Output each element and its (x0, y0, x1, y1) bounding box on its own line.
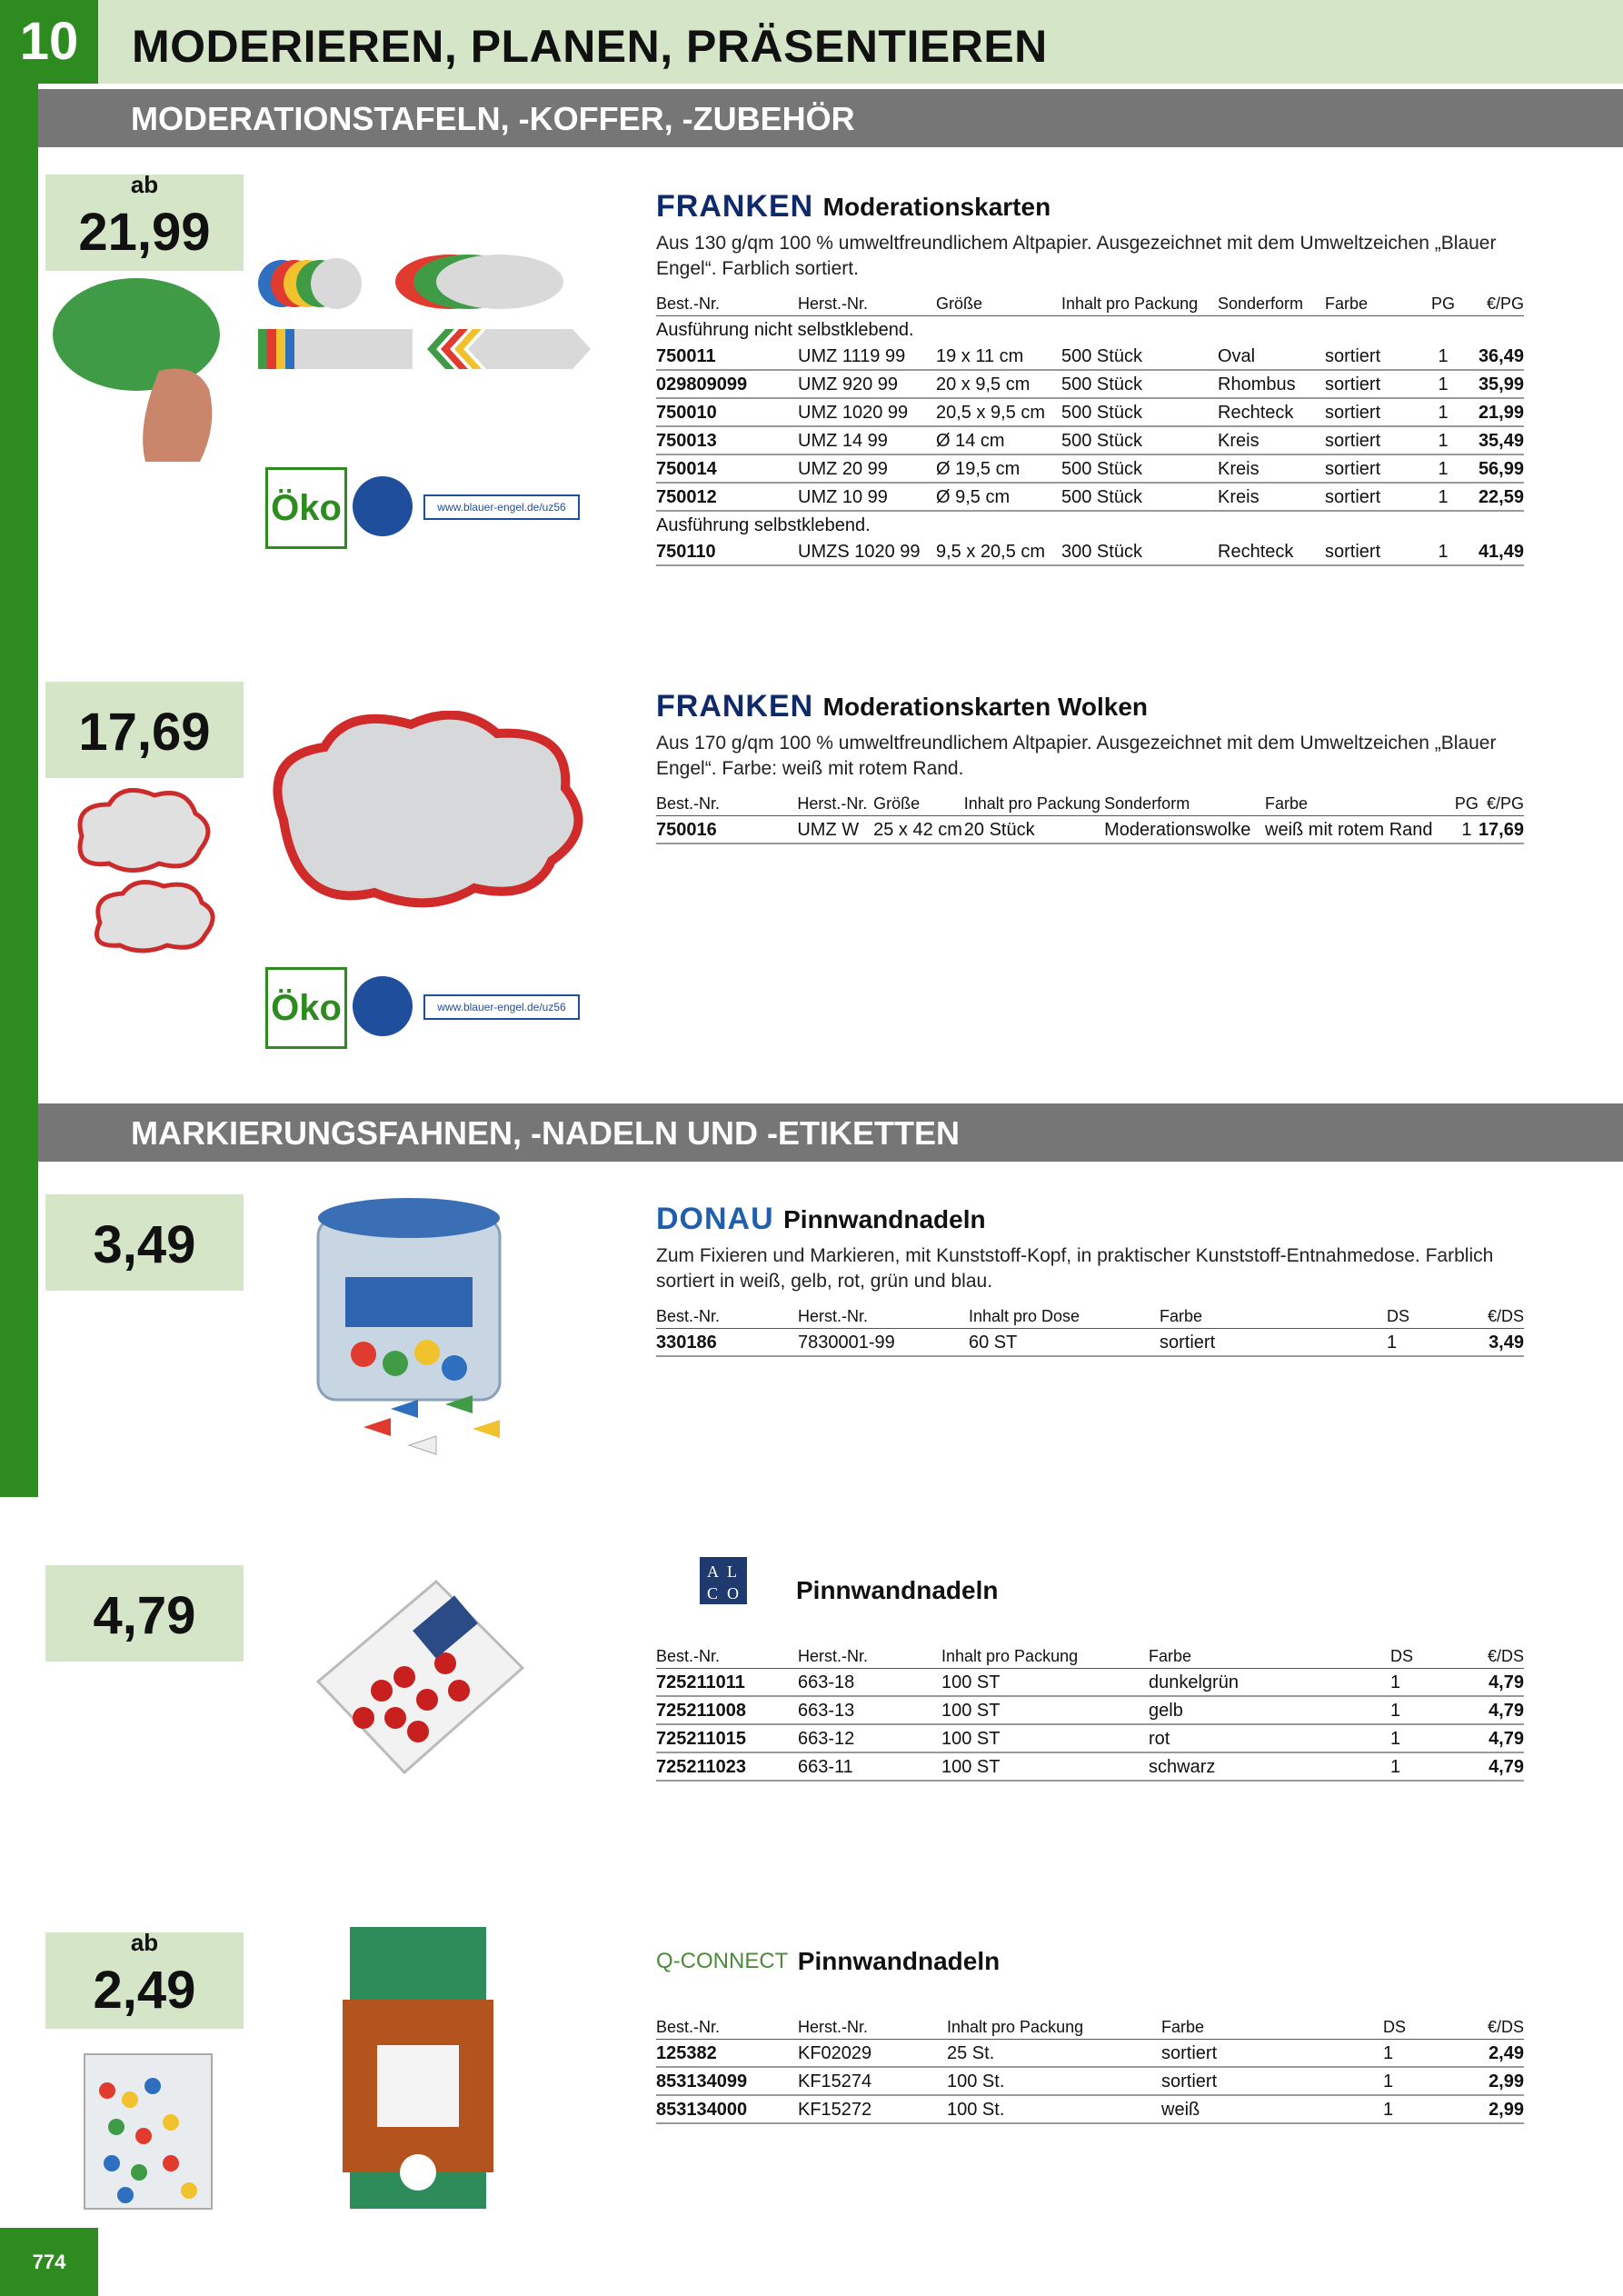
price-value: 2,49 (93, 1961, 196, 2020)
col-header: Herst.-Nr. (798, 1303, 969, 1329)
col-header: Best.-Nr. (656, 2014, 798, 2040)
oeko-label: Öko (265, 467, 347, 549)
product-name: Pinnwandnadeln (796, 1576, 999, 1604)
product-image-cloud-card (265, 711, 585, 911)
col-header: Herst.-Nr. (798, 2014, 947, 2040)
alco-letter: C (707, 1584, 719, 1602)
col-header: DS (1383, 2014, 1438, 2040)
product-table (656, 1643, 1524, 1782)
product-name: Moderationskarten (822, 192, 1051, 221)
col-header: Größe (936, 291, 1061, 316)
table-row: 330186 7830001-99 60 ST sortiert 1 3,49 (656, 1329, 1524, 1357)
col-header: €/DS (1441, 1303, 1524, 1329)
product-name: Moderationskarten Wolken (822, 692, 1148, 721)
col-header: Best.-Nr. (656, 291, 798, 316)
product-image-hand-card (50, 271, 232, 462)
col-header: Herst.-Nr. (797, 791, 873, 816)
section-header (38, 89, 1623, 147)
product-image-pin-box (309, 1191, 536, 1463)
product-block (656, 189, 1524, 566)
product-table (656, 1303, 1524, 1357)
product-table (656, 791, 1524, 844)
eco-url: www.blauer-engel.de/uz56 (423, 994, 580, 1020)
price-prefix: ab (130, 1929, 159, 1956)
brand-logo: Q-CONNECT (656, 1949, 789, 1973)
section-title: MODERATIONSTAFELN, -KOFFER, -ZUBEHÖR (131, 100, 855, 137)
blauer-engel-icon (353, 476, 413, 536)
table-row: 725211015 663-12 100 ST rot 1 4,79 (656, 1724, 1524, 1752)
col-header: Inhalt pro Packung (947, 2014, 1161, 2040)
col-header: DS (1387, 1303, 1441, 1329)
table-note: Ausführung selbstklebend. (656, 515, 871, 535)
table-row: 725211011 663-18 100 ST dunkelgrün 1 4,79 (656, 1669, 1524, 1697)
col-header: PG (1455, 791, 1479, 816)
col-header: Best.-Nr. (656, 1303, 798, 1329)
table-row: 750016 UMZ W 25 x 42 cm 20 Stück Moderationswolke weiß mit rotem Rand 1 17,69 (656, 816, 1524, 844)
eco-label-group (265, 967, 592, 1047)
oeko-label: Öko (265, 967, 347, 1049)
product-block (656, 689, 1524, 844)
col-header: €/DS (1445, 1643, 1524, 1669)
alco-letter: O (727, 1584, 739, 1602)
product-image-card-shapes (254, 255, 591, 382)
col-header: Farbe (1149, 1643, 1390, 1669)
product-image-blister-pack (341, 1927, 495, 2218)
table-row: 725211023 663-11 100 ST schwarz 1 4,79 (656, 1752, 1524, 1781)
alco-letter: L (727, 1562, 737, 1581)
col-header: Sonderform (1104, 791, 1265, 816)
col-header: €/PG (1461, 291, 1524, 316)
product-block (656, 1576, 1524, 1782)
chapter-number: 10 (0, 0, 98, 84)
price-value: 21,99 (78, 203, 211, 262)
col-header: Inhalt pro Packung (964, 791, 1104, 816)
price-tag (45, 1194, 244, 1291)
price-tag (45, 682, 244, 778)
col-header: Sonderform (1218, 291, 1325, 316)
price-tag (45, 1565, 244, 1662)
price-value: 4,79 (93, 1586, 196, 1645)
table-row: 750012 UMZ 10 99 Ø 9,5 cm 500 Stück Kreis sortiert 1 22,59 (656, 483, 1524, 511)
col-header: Farbe (1325, 291, 1425, 316)
price-value: 17,69 (78, 703, 211, 762)
col-header: Farbe (1265, 791, 1455, 816)
price-tag (45, 1929, 244, 2029)
col-header: Herst.-Nr. (798, 291, 936, 316)
col-header: Farbe (1160, 1303, 1387, 1329)
table-row: 853134099 KF15274 100 St. sortiert 1 2,99 (656, 2067, 1524, 2095)
product-table (656, 2014, 1524, 2124)
table-row: 853134000 KF15272 100 St. weiß 1 2,99 (656, 2095, 1524, 2123)
product-description: Zum Fixieren und Markieren, mit Kunststoff-Kopf, in praktischer Kunststoff-Entnahmedose. Farblich sortiert in weiß, gelb, rot, grün und blau. (656, 1245, 1494, 1292)
table-note: Ausführung nicht selbstklebend. (656, 320, 914, 340)
chapter-sidebar (0, 84, 38, 1497)
product-table (656, 291, 1524, 566)
price-tag (45, 171, 244, 271)
table-row: 750013 UMZ 14 99 Ø 14 cm 500 Stück Kreis sortiert 1 35,49 (656, 426, 1524, 454)
eco-url: www.blauer-engel.de/uz56 (423, 494, 580, 520)
table-row: 029809099 UMZ 920 99 20 x 9,5 cm 500 Stück Rhombus sortiert 1 35,99 (656, 370, 1524, 398)
table-row: 750110 UMZS 1020 99 9,5 x 20,5 cm 300 Stück Rechteck sortiert 1 41,49 (656, 538, 1524, 565)
product-name: Pinnwandnadeln (797, 1947, 1001, 1975)
product-description: Aus 170 g/qm 100 % umweltfreundlichem Altpapier. Ausgezeichnet mit dem Umweltzeichen „Blauer Engel“. Farbe: weiß mit rotem Rand. (656, 733, 1497, 779)
eco-label-group (265, 467, 592, 547)
alco-letter: A (707, 1562, 719, 1581)
product-image-pin-box-small (80, 2036, 216, 2218)
product-image-small-clouds (64, 782, 227, 954)
price-value: 3,49 (93, 1215, 196, 1274)
table-row: 750011 UMZ 1119 99 19 x 11 cm 500 Stück Oval sortiert 1 36,49 (656, 343, 1524, 370)
price-prefix: ab (130, 171, 159, 198)
col-header: Herst.-Nr. (798, 1643, 941, 1669)
table-row: 750010 UMZ 1020 99 20,5 x 9,5 cm 500 Stück Rechteck sortiert 1 21,99 (656, 398, 1524, 426)
page-title: MODERIEREN, PLANEN, PRÄSENTIEREN (132, 21, 1048, 72)
blauer-engel-icon (353, 976, 413, 1036)
brand-logo: DONAU (656, 1202, 774, 1236)
table-row: 725211008 663-13 100 ST gelb 1 4,79 (656, 1696, 1524, 1724)
col-header: €/PG (1479, 791, 1524, 816)
table-row: 125382 KF02029 25 St. sortiert 1 2,49 (656, 2040, 1524, 2068)
section-header (38, 1103, 1623, 1162)
table-row: 750014 UMZ 20 99 Ø 19,5 cm 500 Stück Kreis sortiert 1 56,99 (656, 454, 1524, 483)
product-name: Pinnwandnadeln (783, 1204, 986, 1233)
product-image-pin-pack (309, 1572, 527, 1800)
brand-logo: FRANKEN (656, 189, 814, 224)
col-header: Inhalt pro Dose (969, 1303, 1160, 1329)
product-block (656, 1202, 1524, 1357)
brand-logo: FRANKEN (656, 689, 814, 724)
section-title: MARKIERUNGSFAHNEN, -NADELN UND -ETIKETTEN (131, 1114, 960, 1152)
col-header: Größe (873, 791, 964, 816)
col-header: DS (1390, 1643, 1445, 1669)
col-header: PG (1425, 291, 1461, 316)
col-header: €/DS (1438, 2014, 1524, 2040)
col-header: Inhalt pro Packung (941, 1643, 1149, 1669)
col-header: Inhalt pro Packung (1061, 291, 1218, 316)
product-description: Aus 130 g/qm 100 % umweltfreundlichem Altpapier. Ausgezeichnet mit dem Umweltzeichen „Blauer Engel“. Farblich sortiert. (656, 233, 1497, 279)
col-header: Farbe (1161, 2014, 1383, 2040)
product-block (656, 1947, 1524, 2124)
col-header: Best.-Nr. (656, 791, 797, 816)
col-header: Best.-Nr. (656, 1643, 798, 1669)
page-number: 774 (0, 2228, 98, 2296)
